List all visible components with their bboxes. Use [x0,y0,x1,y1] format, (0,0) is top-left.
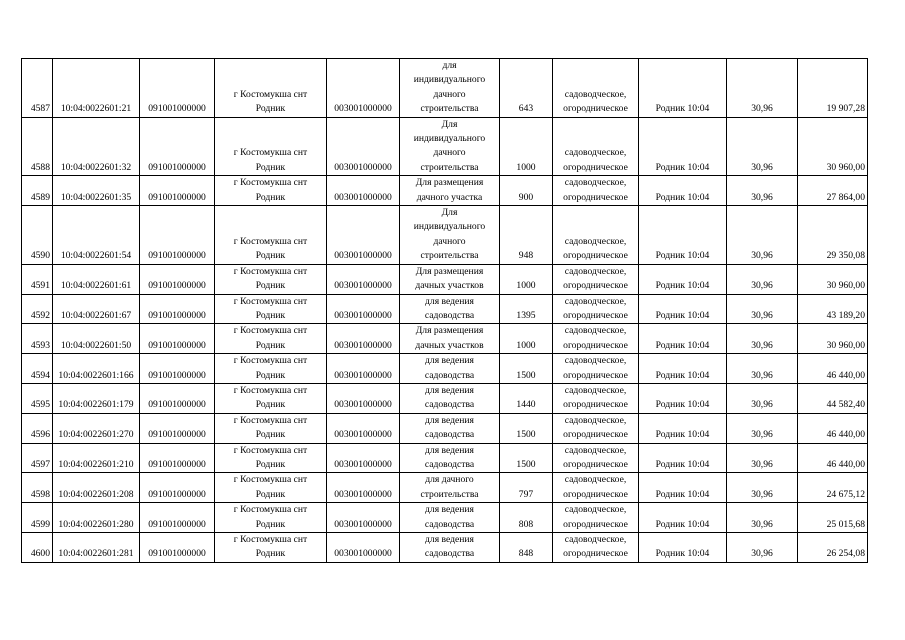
use-category-cell [553,413,639,443]
address-line: Родник [255,369,286,381]
group-code-cell: 003001000000 [327,117,400,176]
address-line: г Костомукша снт [233,235,308,247]
use-category-line: садоводческое, [564,295,627,307]
valuation-zone-cell: Родник 10:04 [639,443,727,473]
permitted-use-line: садоводства [424,518,475,530]
cadastral-number-cell: 10:04:0022601:67 [53,294,140,324]
use-category-line: огородническое [563,518,628,530]
table-row [22,473,868,503]
permitted-use-cell [400,264,500,294]
table-row [22,324,868,354]
cadastral-number-cell: 10:04:0022601:281 [53,533,140,563]
use-category-line: огородническое [563,250,628,262]
valuation-zone-cell: Родник 10:04 [639,354,727,384]
address-line: г Костомукша снт [233,325,308,337]
row-number-cell: 4597 [22,443,53,473]
use-category-line: огородническое [563,458,628,470]
use-category-line: садоводческое, [564,147,627,159]
cadastral-value-table [21,58,868,563]
address-cell [215,324,327,354]
specific-value-cell: 30,96 [727,503,798,533]
table-row [22,59,868,118]
row-number-cell: 4593 [22,324,53,354]
cadastral-number-cell: 10:04:0022601:21 [53,59,140,118]
use-category-line: садоводческое, [564,235,627,247]
area-cell: 1000 [500,117,553,176]
use-category-line: огородническое [563,429,628,441]
cadastral-value-cell: 30 960,00 [798,117,868,176]
table-row [22,443,868,473]
use-category-cell [553,533,639,563]
specific-value-cell: 30,96 [727,413,798,443]
permitted-use-line: строительства [420,488,479,500]
okato-code-cell: 091001000000 [140,503,215,533]
area-cell: 900 [500,176,553,206]
cadastral-number-cell: 10:04:0022601:210 [53,443,140,473]
address-line: Родник [255,399,286,411]
use-category-cell [553,473,639,503]
valuation-zone-cell: Родник 10:04 [639,533,727,563]
use-category-line: садоводческое, [564,265,627,277]
area-cell: 948 [500,206,553,265]
permitted-use-cell [400,354,500,384]
okato-code-cell: 091001000000 [140,264,215,294]
cadastral-value-cell: 46 440,00 [798,413,868,443]
row-number-cell: 4589 [22,176,53,206]
use-category-line: огородническое [563,103,628,115]
address-line: Родник [255,518,286,530]
use-category-line: огородническое [563,488,628,500]
use-category-line: огородническое [563,309,628,321]
okato-code-cell: 091001000000 [140,354,215,384]
use-category-cell [553,206,639,265]
valuation-zone-cell: Родник 10:04 [639,383,727,413]
address-line: Родник [255,429,286,441]
okato-code-cell: 091001000000 [140,443,215,473]
address-line: г Костомукша снт [233,295,308,307]
permitted-use-line: индивидуального [413,74,486,86]
specific-value-cell: 30,96 [727,59,798,118]
use-category-cell [553,503,639,533]
permitted-use-line: для ведения [425,504,474,516]
permitted-use-line: садоводства [424,429,475,441]
address-cell [215,206,327,265]
cadastral-number-cell: 10:04:0022601:280 [53,503,140,533]
use-category-line: садоводческое, [564,384,627,396]
group-code-cell: 003001000000 [327,294,400,324]
specific-value-cell: 30,96 [727,264,798,294]
address-line: г Костомукша снт [233,177,308,189]
area-cell: 848 [500,533,553,563]
use-category-line: садоводческое, [564,444,627,456]
address-line: г Костомукша снт [233,384,308,396]
cadastral-value-cell: 30 960,00 [798,324,868,354]
address-line: Родник [255,309,286,321]
address-line: г Костомукша снт [233,147,308,159]
area-cell: 1500 [500,354,553,384]
address-line: Родник [255,103,286,115]
use-category-line: огородническое [563,399,628,411]
address-line: Родник [255,161,286,173]
table-row [22,503,868,533]
cadastral-value-cell: 29 350,08 [798,206,868,265]
area-cell: 1000 [500,324,553,354]
group-code-cell: 003001000000 [327,324,400,354]
table-row [22,206,868,265]
use-category-cell [553,294,639,324]
area-cell: 1500 [500,413,553,443]
cadastral-number-cell: 10:04:0022601:208 [53,473,140,503]
specific-value-cell: 30,96 [727,443,798,473]
okato-code-cell: 091001000000 [140,294,215,324]
permitted-use-cell [400,473,500,503]
address-line: г Костомукша снт [233,265,308,277]
group-code-cell: 003001000000 [327,59,400,118]
cadastral-value-cell: 26 254,08 [798,533,868,563]
permitted-use-line: строительства [420,250,479,262]
row-number-cell: 4596 [22,413,53,443]
specific-value-cell: 30,96 [727,206,798,265]
cadastral-number-cell: 10:04:0022601:166 [53,354,140,384]
row-number-cell: 4592 [22,294,53,324]
address-line: г Костомукша снт [233,444,308,456]
specific-value-cell: 30,96 [727,117,798,176]
permitted-use-line: дачного [433,235,466,247]
cadastral-number-cell: 10:04:0022601:61 [53,264,140,294]
address-line: Родник [255,191,286,203]
table-row [22,383,868,413]
permitted-use-line: строительства [420,103,479,115]
address-cell [215,117,327,176]
permitted-use-cell [400,503,500,533]
use-category-cell [553,443,639,473]
permitted-use-cell [400,324,500,354]
cadastral-number-cell: 10:04:0022601:32 [53,117,140,176]
use-category-line: садоводческое, [564,88,627,100]
table-row [22,294,868,324]
address-line: Родник [255,339,286,351]
row-number-cell: 4587 [22,59,53,118]
cadastral-value-cell: 19 907,28 [798,59,868,118]
permitted-use-cell [400,383,500,413]
group-code-cell: 003001000000 [327,443,400,473]
permitted-use-cell [400,294,500,324]
table-row [22,264,868,294]
row-number-cell: 4595 [22,383,53,413]
row-number-cell: 4588 [22,117,53,176]
permitted-use-cell [400,413,500,443]
use-category-line: садоводческое, [564,414,627,426]
cadastral-value-cell: 25 015,68 [798,503,868,533]
permitted-use-line: для ведения [425,534,474,545]
valuation-zone-cell: Родник 10:04 [639,59,727,118]
permitted-use-line: для ведения [425,414,474,426]
cadastral-number-cell: 10:04:0022601:50 [53,324,140,354]
address-cell [215,533,327,563]
valuation-zone-cell: Родник 10:04 [639,264,727,294]
use-category-line: огородническое [563,280,628,292]
specific-value-cell: 30,96 [727,324,798,354]
permitted-use-cell [400,117,500,176]
permitted-use-line: садоводства [424,548,475,560]
row-number-cell: 4594 [22,354,53,384]
address-line: Родник [255,488,286,500]
permitted-use-line: дачного [433,88,466,100]
address-cell [215,473,327,503]
address-line: г Костомукша снт [233,88,308,100]
permitted-use-line: для дачного [425,474,474,486]
address-line: г Костомукша снт [233,474,308,486]
permitted-use-line: Для [441,207,458,219]
address-cell [215,383,327,413]
permitted-use-line: Для размещения [415,177,484,189]
area-cell: 643 [500,59,553,118]
row-number-cell: 4598 [22,473,53,503]
table-row [22,354,868,384]
address-line: г Костомукша снт [233,534,308,545]
use-category-line: садоводческое, [564,177,627,189]
specific-value-cell: 30,96 [727,383,798,413]
permitted-use-line: Для размещения [415,265,484,277]
use-category-line: садоводческое, [564,504,627,516]
cadastral-value-cell: 27 864,00 [798,176,868,206]
use-category-cell [553,383,639,413]
address-line: г Костомукша снт [233,504,308,516]
permitted-use-line: строительства [420,161,479,173]
specific-value-cell: 30,96 [727,176,798,206]
use-category-line: садоводческое, [564,325,627,337]
cadastral-value-cell: 43 189,20 [798,294,868,324]
valuation-zone-cell: Родник 10:04 [639,176,727,206]
permitted-use-line: Для размещения [415,325,484,337]
use-category-cell [553,176,639,206]
area-cell: 1000 [500,264,553,294]
permitted-use-line: для ведения [425,295,474,307]
cadastral-value-cell: 46 440,00 [798,354,868,384]
address-cell [215,413,327,443]
address-line: Родник [255,280,286,292]
address-cell [215,294,327,324]
address-line: г Костомукша снт [233,355,308,367]
cadastral-number-cell: 10:04:0022601:270 [53,413,140,443]
address-line: Родник [255,458,286,470]
use-category-cell [553,354,639,384]
group-code-cell: 003001000000 [327,473,400,503]
address-cell [215,354,327,384]
permitted-use-cell [400,206,500,265]
group-code-cell: 003001000000 [327,354,400,384]
group-code-cell: 003001000000 [327,533,400,563]
address-cell [215,176,327,206]
area-cell: 808 [500,503,553,533]
okato-code-cell: 091001000000 [140,59,215,118]
permitted-use-line: индивидуального [413,221,486,233]
valuation-zone-cell: Родник 10:04 [639,413,727,443]
group-code-cell: 003001000000 [327,176,400,206]
address-line: Родник [255,548,286,560]
cadastral-value-cell: 24 675,12 [798,473,868,503]
group-code-cell: 003001000000 [327,383,400,413]
use-category-cell [553,117,639,176]
permitted-use-cell [400,533,500,563]
use-category-line: огородническое [563,339,628,351]
table-row [22,176,868,206]
permitted-use-line: для ведения [425,384,474,396]
row-number-cell: 4599 [22,503,53,533]
valuation-zone-cell: Родник 10:04 [639,324,727,354]
address-cell [215,264,327,294]
valuation-zone-cell: Родник 10:04 [639,503,727,533]
cadastral-value-cell: 30 960,00 [798,264,868,294]
permitted-use-line: дачных участков [415,339,484,351]
okato-code-cell: 091001000000 [140,206,215,265]
permitted-use-line: садоводства [424,369,475,381]
cadastral-number-cell: 10:04:0022601:179 [53,383,140,413]
area-cell: 1500 [500,443,553,473]
use-category-line: огородническое [563,191,628,203]
valuation-zone-cell: Родник 10:04 [639,473,727,503]
group-code-cell: 003001000000 [327,206,400,265]
okato-code-cell: 091001000000 [140,473,215,503]
use-category-line: огородническое [563,548,628,560]
permitted-use-line: для [442,60,457,71]
area-cell: 797 [500,473,553,503]
permitted-use-line: для ведения [425,355,474,367]
permitted-use-line: дачных участков [415,280,484,292]
cadastral-number-cell: 10:04:0022601:35 [53,176,140,206]
address-cell [215,503,327,533]
okato-code-cell: 091001000000 [140,413,215,443]
specific-value-cell: 30,96 [727,473,798,503]
permitted-use-cell [400,59,500,118]
address-cell [215,59,327,118]
row-number-cell: 4590 [22,206,53,265]
cadastral-value-cell: 44 582,40 [798,383,868,413]
table-row [22,117,868,176]
address-cell [215,443,327,473]
okato-code-cell: 091001000000 [140,383,215,413]
permitted-use-line: дачного [433,147,466,159]
use-category-line: садоводческое, [564,355,627,367]
permitted-use-cell [400,443,500,473]
okato-code-cell: 091001000000 [140,176,215,206]
use-category-cell [553,59,639,118]
permitted-use-line: Для [441,118,458,130]
specific-value-cell: 30,96 [727,533,798,563]
table-row [22,413,868,443]
okato-code-cell: 091001000000 [140,324,215,354]
use-category-line: садоводческое, [564,474,627,486]
permitted-use-cell [400,176,500,206]
group-code-cell: 003001000000 [327,503,400,533]
address-line: Родник [255,250,286,262]
specific-value-cell: 30,96 [727,354,798,384]
okato-code-cell: 091001000000 [140,533,215,563]
area-cell: 1395 [500,294,553,324]
group-code-cell: 003001000000 [327,413,400,443]
area-cell: 1440 [500,383,553,413]
okato-code-cell: 091001000000 [140,117,215,176]
use-category-cell [553,324,639,354]
permitted-use-line: дачного участка [416,191,483,203]
permitted-use-line: садоводства [424,458,475,470]
group-code-cell: 003001000000 [327,264,400,294]
permitted-use-line: садоводства [424,399,475,411]
row-number-cell: 4600 [22,533,53,563]
use-category-line: огородническое [563,369,628,381]
cadastral-value-cell: 46 440,00 [798,443,868,473]
valuation-zone-cell: Родник 10:04 [639,206,727,265]
specific-value-cell: 30,96 [727,294,798,324]
cadastral-number-cell: 10:04:0022601:54 [53,206,140,265]
permitted-use-line: для ведения [425,444,474,456]
use-category-line: огородническое [563,161,628,173]
permitted-use-line: садоводства [424,309,475,321]
valuation-zone-cell: Родник 10:04 [639,294,727,324]
valuation-zone-cell: Родник 10:04 [639,117,727,176]
address-line: г Костомукша снт [233,414,308,426]
table-row [22,533,868,563]
permitted-use-line: индивидуального [413,133,486,145]
use-category-cell [553,264,639,294]
use-category-line: садоводческое, [564,534,627,545]
row-number-cell: 4591 [22,264,53,294]
